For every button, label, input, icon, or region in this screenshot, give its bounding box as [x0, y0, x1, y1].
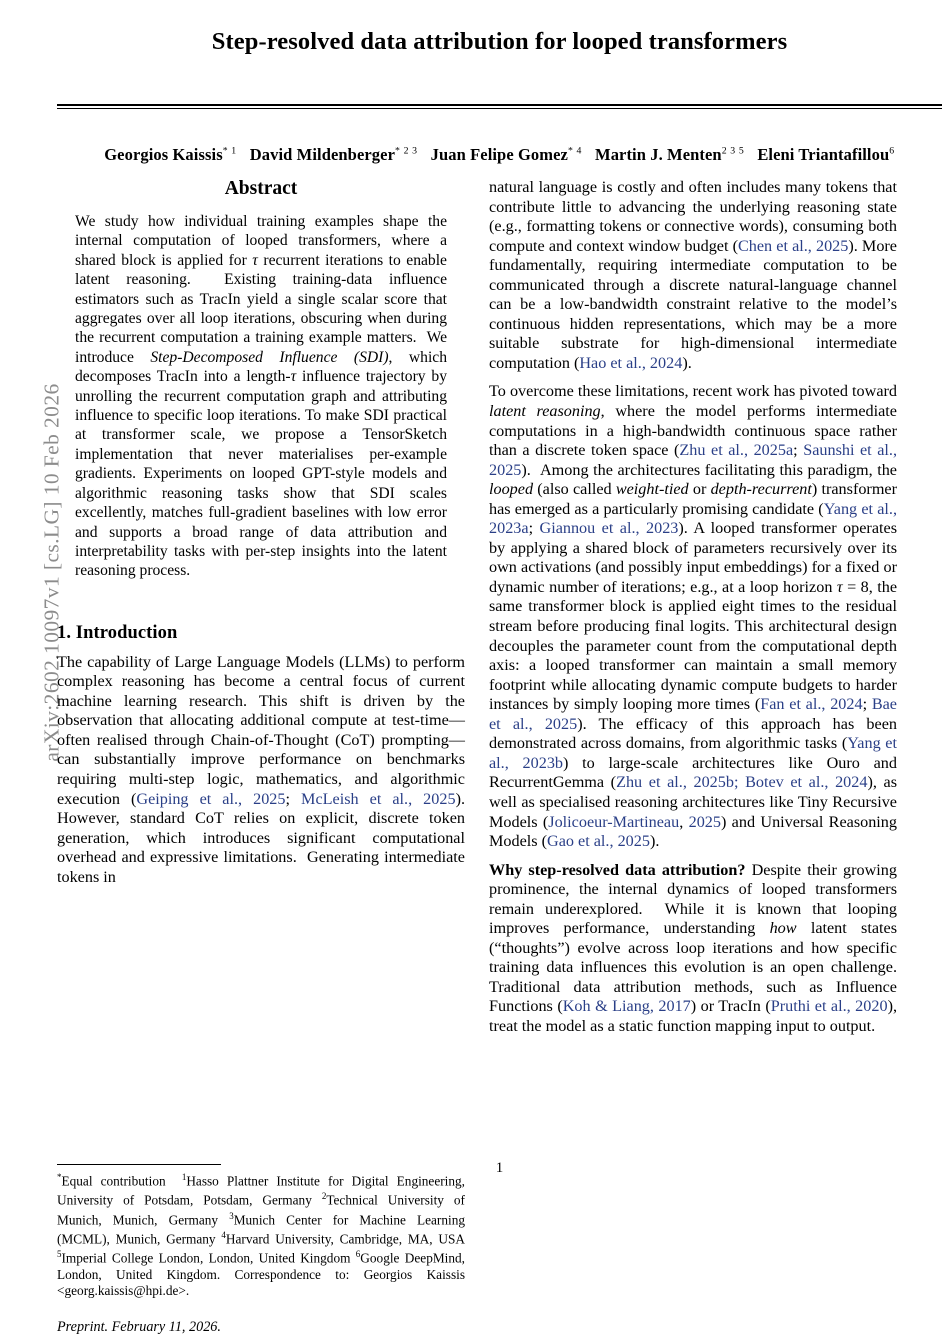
title-rule-thin	[57, 108, 942, 109]
abstract-heading: Abstract	[224, 178, 298, 199]
citation-link[interactable]: Pruthi et al., 2020	[770, 997, 888, 1016]
tau-symbol: τ	[252, 251, 258, 269]
citation-link[interactable]: 2025	[688, 812, 721, 831]
author-list	[57, 145, 942, 165]
introduction-paragraph-1: The capability of Large Language Models (LLMs) to perform complex reasoning has become a central focus of current machine learning research. This shift is driven by the observation that allocating additional compute at test-time—often realised through Chain-of-Thought (CoT) prompting—can substantially improve performance on benchmarks requiring multi-step logic, mathematics, and algorithmic execution (Geiping et al., 2025; McLeish et al., 2025). However, standard CoT relies on explicit, discrete token generation, which introduces significant computational overhead and expressive limitations. Generating intermediate tokens in	[57, 652, 465, 886]
author-affiliation-marks: * 2 3	[395, 145, 418, 157]
footnote-area	[57, 1164, 465, 1336]
author-name: Martin J. Menten	[595, 144, 722, 164]
preprint-date-line: Preprint. February 11, 2026.	[57, 1318, 221, 1335]
author-entry	[757, 145, 894, 164]
author-name: Georgios Kaissis	[104, 144, 223, 164]
right-paragraph-2: To overcome these limitations, recent work has pivoted toward latent reasoning, where the model performs intermediate computations in a high-bandwidth continuous space rather than a discrete token space (Zhu et al., 2025a; Saunshi et al., 2025). Among the architectures facilitating this paradigm, the looped (also called weight-tied or depth-recurrent) transformer has emerged as a particularly promising candidate (Yang et al., 2023a; Giannou et al., 2023). A looped transformer operates by applying a shared block of parameters recursively over its own activations (and possibly input embeddings) for a fixed or dynamic number of iterations; e.g., at a loop horizon τ = 8, the same transformer block is applied eight times to the residual stream before producing final logits. This architectural design decouples the parameter count from the computational depth axis: a looped transformer can maintain a small memory footprint while allocating dynamic compute budgets to harder instances by simply looping more times (Fan et al., 2024; Bae et al., 2025). The efficacy of this approach has been demonstrated across domains, from algorithmic tasks (Yang et al., 2023b) to large-scale architectures like Ouro and RecurrentGemma (Zhu et al., 2025b; Botev et al., 2024), as well as specialised reasoning architectures like Tiny Recursive Models (Jolicoeur-Martineau, 2025) and Universal Reasoning Models (Gao et al., 2025).	[489, 382, 898, 851]
abstract-paragraph: We study how individual training examples shape the internal computation of looped transformers, where a shared block is applied for τ recurrent iterations to enable latent reasoning. Existing training-data influence estimators such as TracIn yield a single scalar score that aggregates over all loop iterations, obscuring when during the recurrent computation a training example matters. We introduce Step-Decomposed Influence (SDI), which decomposes TracIn into a length-τ influence trajectory by unrolling the recurrent computation graph and attributing influence to specific loop iterations. To make SDI practical at transformer scale, we propose a TensorSketch implementation that never materialises per-example gradients. Experiments on looped GPT-style models and algorithmic reasoning tasks show that SDI scales excellently, matches full-gradient baselines with low error and supports a broad range of data attribution and interpretability tasks with per-step insights into the latent reasoning process.	[75, 213, 448, 580]
right-paragraph-1: natural language is costly and often includes many tokens that contribute little to advancing the underlying reasoning state (e.g., formatting tokens or connective words), consuming both compute and context window budget (Chen et al., 2025). More fundamentally, requiring intermediate computation to be communicated through a discrete natural-language channel can be a low-bandwidth constraint relative to the model’s continuous hidden representations, which may be a more suitable substrate for high-dimensional intermediate computation (Hao et al., 2024).	[489, 178, 897, 372]
citation-link[interactable]: Yang et al., 2023b	[489, 734, 897, 772]
how-emphasis: how	[769, 919, 797, 938]
author-entry	[104, 145, 237, 164]
citation-link[interactable]: Yang et al., 2023a	[489, 499, 897, 538]
citation-link[interactable]: Gao et al., 2025	[547, 832, 650, 851]
citation-link[interactable]: Koh & Liang, 2017	[562, 997, 691, 1016]
author-name: Eleni Triantafillou	[757, 144, 890, 164]
tau-symbol: τ	[290, 368, 297, 386]
page-title: Step-resolved data attribution for looped transformers	[211, 28, 788, 55]
citation-link[interactable]: McLeish et al., 2025	[301, 789, 456, 808]
citation-link[interactable]: Bae et al., 2025	[489, 695, 897, 733]
author-affiliation-marks: 6	[889, 145, 895, 157]
author-entry	[431, 145, 582, 164]
title-rule-thick	[57, 104, 942, 106]
depth-recurrent-term: depth-recurrent	[710, 480, 812, 499]
author-affiliation-marks: * 4	[567, 145, 583, 157]
latent-reasoning-term: latent reasoning	[489, 402, 601, 421]
author-affiliation-marks: * 1	[222, 145, 237, 157]
author-entry	[595, 145, 744, 164]
paragraph-lead-in: Why step-resolved data attribution?	[489, 860, 746, 879]
citation-link[interactable]: Zhu et al., 2025a	[679, 441, 794, 460]
citation-link[interactable]: Chen et al., 2025	[737, 236, 849, 255]
arxiv-identifier-stamp: arXiv:2602.10097v1 [cs.LG] 10 Feb 2026	[39, 383, 64, 762]
abstract-block	[75, 178, 447, 581]
author-name: David Mildenberger	[249, 144, 396, 164]
author-name: Juan Felipe Gomez	[430, 144, 568, 164]
looped-term: looped	[489, 480, 534, 499]
left-column	[57, 178, 466, 1335]
citation-link[interactable]: Giannou et al., 2023	[539, 519, 679, 538]
footnote-affiliations: *Equal contribution $^1$Hasso Plattner Institute for Digital Engineering, University of Potsdam, Potsdam, Germany $^2$Technical University of Munich, Munich, Germany $^3$Munich Center for Machine Learning (MCML), Munich, Germany $^4$Harvard University, Cambridge, MA, USA $^5$Imperial College London, London, United Kingdom $^6$Google DeepMind, London, United Kingdom. Correspondence to: Georgios Kaissis <georg.kaissis@hpi.de>.	[57, 1172, 466, 1298]
citation-link[interactable]: Saunshi et al., 2025	[489, 441, 897, 479]
right-column	[489, 178, 897, 1037]
paper-page	[57, 0, 942, 1335]
section-heading-introduction: 1. Introduction	[57, 622, 178, 643]
two-column-body	[57, 178, 942, 1335]
citation-link[interactable]: Jolicoeur-Martineau	[548, 812, 680, 831]
citation-link[interactable]: Fan et al., 2024	[760, 695, 863, 714]
citation-link[interactable]: Zhu et al., 2025b; Botev et al., 2024	[616, 773, 868, 792]
sdi-term: Step-Decomposed Influence (SDI)	[150, 348, 389, 366]
citation-link[interactable]: Hao et al., 2024	[579, 353, 683, 372]
author-entry	[250, 145, 418, 164]
weight-tied-term: weight-tied	[615, 480, 689, 499]
author-affiliation-marks: 2 3 5	[721, 145, 745, 157]
right-paragraph-3: Why step-resolved data attribution? Despite their growing prominence, the internal dynamics of looped transformers remain underexplored. While it is known that looping improves performance, understanding how latent states (“thoughts”) evolve across loop iterations and how specific training data influences this evolution is an open challenge. Traditional data attribution methods, such as Influence Functions (Koh & Liang, 2017) or TracIn (Pruthi et al., 2020), treat the model as a static function mapping input to output.	[489, 860, 897, 1035]
citation-link[interactable]: Geiping et al., 2025	[136, 789, 286, 808]
page-number: 1	[495, 1160, 504, 1176]
tau-symbol: τ	[836, 577, 843, 596]
